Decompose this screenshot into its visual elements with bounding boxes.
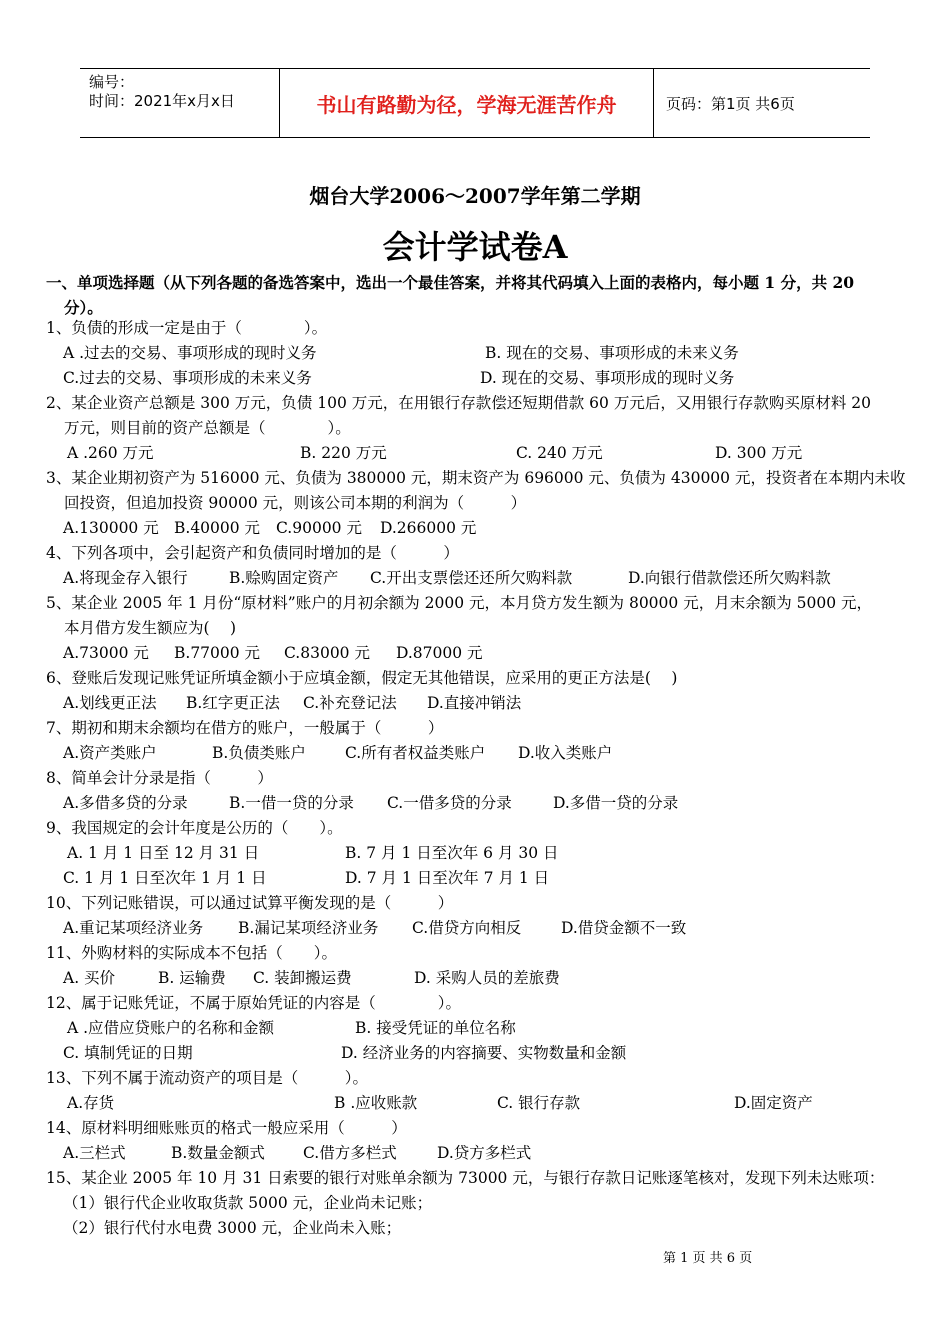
page-label: 页码：第1页 共6页 bbox=[666, 94, 795, 113]
question-3 bbox=[46, 466, 910, 516]
option: A.多借多贷的分录 bbox=[63, 794, 188, 812]
section-heading-line1: 一、单项选择题（从下列各题的备选答案中，选出一个最佳答案，并将其代码填入上面的表格内，每小题 1 分，共 20 bbox=[46, 273, 855, 292]
option: C. 240 万元 bbox=[516, 444, 603, 462]
question-stem: 5、某企业 2005 年 1 月份“原材料”账户的月初余额为 2000 元，本月贷方发生额为 80000 元，月末余额为 5000 元， bbox=[46, 594, 872, 612]
question-10 bbox=[46, 891, 910, 916]
question-stem: 3、某企业期初资产为 516000 元、负债为 380000 元，期末资产为 696000 元、负债为 430000 元，投资者在本期内未收 bbox=[46, 469, 906, 487]
list-item: （1）银行代企业收取货款 5000 元，企业尚未记账； bbox=[63, 1194, 433, 1212]
time-label: 时间：2021年x月x日 bbox=[89, 92, 235, 110]
question-stem: 7、期初和期末余额均在借方的账户，一般属于（ ） bbox=[46, 719, 444, 737]
option: D. 经济业务的内容摘要、实物数量和金额 bbox=[341, 1044, 627, 1062]
option: C. 1 月 1 日至次年 1 月 1 日 bbox=[63, 869, 267, 887]
option: A.三栏式 bbox=[63, 1144, 126, 1162]
question-11 bbox=[46, 941, 910, 966]
option: C.90000 元 bbox=[276, 519, 362, 537]
option: C.开出支票偿还还所欠购料款 bbox=[370, 569, 573, 587]
option: C.一借多贷的分录 bbox=[387, 794, 512, 812]
question-14 bbox=[46, 1116, 910, 1141]
option: C.所有者权益类账户 bbox=[345, 744, 486, 762]
question-15 bbox=[46, 1166, 910, 1191]
section-heading bbox=[46, 270, 910, 320]
option: B.数量金额式 bbox=[171, 1144, 265, 1162]
question-stem: 13、下列不属于流动资产的项目是（ ）。 bbox=[46, 1069, 368, 1087]
option: D. 7 月 1 日至次年 7 月 1 日 bbox=[345, 869, 550, 887]
option: D.贷方多栏式 bbox=[437, 1144, 532, 1162]
option: C. 银行存款 bbox=[497, 1094, 581, 1112]
option: A .过去的交易、事项形成的现时义务 bbox=[63, 344, 317, 362]
option: B. 运输费 bbox=[158, 969, 226, 987]
option: B.一借一贷的分录 bbox=[229, 794, 354, 812]
option: A. 1 月 1 日至 12 月 31 日 bbox=[67, 844, 260, 862]
option: D.87000 元 bbox=[396, 644, 483, 662]
question-stem: 14、原材料明细账账页的格式一般应采用（ ） bbox=[46, 1119, 407, 1137]
option: D.收入类账户 bbox=[518, 744, 613, 762]
option: B.漏记某项经济业务 bbox=[238, 919, 379, 937]
question-5 bbox=[46, 591, 910, 641]
question-stem: 9、我国规定的会计年度是公历的（ ）。 bbox=[46, 819, 343, 837]
question-4 bbox=[46, 541, 910, 566]
option: A.将现金存入银行 bbox=[63, 569, 188, 587]
option: B. 7 月 1 日至次年 6 月 30 日 bbox=[345, 844, 559, 862]
question-stem: 12、属于记账凭证，不属于原始凭证的内容是（ ）。 bbox=[46, 994, 461, 1012]
question-6 bbox=[46, 666, 910, 691]
question-stem: 8、简单会计分录是指（ ） bbox=[46, 769, 273, 787]
question-stem: 15、某企业 2005 年 10 月 31 日索要的银行对账单余额为 73000 元，与银行存款日记账逐笔核对，发现下列未达账项： bbox=[46, 1169, 885, 1187]
option: B.77000 元 bbox=[174, 644, 261, 662]
question-13 bbox=[46, 1066, 910, 1091]
number-label: 编号： bbox=[89, 73, 135, 91]
option: A .260 万元 bbox=[67, 444, 154, 462]
option: C.补充登记法 bbox=[303, 694, 397, 712]
question-12 bbox=[46, 991, 910, 1016]
option: C. 装卸搬运费 bbox=[253, 969, 352, 987]
page-footer: 第 1 页 共 6 页 bbox=[663, 1251, 753, 1266]
option: C.借贷方向相反 bbox=[412, 919, 522, 937]
option: A.存货 bbox=[67, 1094, 115, 1112]
option: C.借方多栏式 bbox=[303, 1144, 397, 1162]
option: D.借贷金额不一致 bbox=[561, 919, 687, 937]
question-7 bbox=[46, 716, 910, 741]
option: D.直接冲销法 bbox=[427, 694, 522, 712]
option: B. 220 万元 bbox=[300, 444, 387, 462]
option: B. 接受凭证的单位名称 bbox=[355, 1019, 516, 1037]
option: A.130000 元 bbox=[63, 519, 159, 537]
exam-title: 会计学试卷A bbox=[382, 228, 568, 266]
question-9 bbox=[46, 816, 910, 841]
option: B .应收账款 bbox=[334, 1094, 418, 1112]
option: A .应借应贷账户的名称和金额 bbox=[67, 1019, 275, 1037]
section-heading-line2: 分）。 bbox=[64, 298, 103, 317]
option: B.40000 元 bbox=[174, 519, 261, 537]
option: B.赊购固定资产 bbox=[229, 569, 339, 587]
header-meta-cell bbox=[80, 69, 280, 137]
option: A.73000 元 bbox=[63, 644, 149, 662]
question-1 bbox=[46, 316, 910, 341]
list-item: （2）银行代付水电费 3000 元，企业尚未入账； bbox=[63, 1219, 402, 1237]
question-stem-cont: 本月借方发生额应为( ) bbox=[64, 619, 237, 637]
option: D. 采购人员的差旅费 bbox=[414, 969, 560, 987]
question-stem-cont: 万元，则目前的资产总额是（ ）。 bbox=[64, 419, 351, 437]
option: D.固定资产 bbox=[734, 1094, 813, 1112]
question-stem-cont: 回投资，但追加投资 90000 元，则该公司本期的利润为（ ） bbox=[64, 494, 527, 512]
question-2 bbox=[46, 391, 910, 441]
option: B.负债类账户 bbox=[212, 744, 306, 762]
question-stem: 6、登账后发现记账凭证所填金额小于应填金额，假定无其他错误，应采用的更正方法是( ) bbox=[46, 669, 678, 687]
question-stem: 10、下列记账错误，可以通过试算平衡发现的是（ ） bbox=[46, 894, 454, 912]
option: A.划线更正法 bbox=[63, 694, 157, 712]
option: D. 现在的交易、事项形成的现时义务 bbox=[480, 369, 735, 387]
option: D.266000 元 bbox=[380, 519, 477, 537]
option: C. 填制凭证的日期 bbox=[63, 1044, 193, 1062]
question-stem: 4、下列各项中，会引起资产和负债同时增加的是（ ） bbox=[46, 544, 459, 562]
option: A.重记某项经济业务 bbox=[63, 919, 204, 937]
option: D.向银行借款偿还所欠购料款 bbox=[628, 569, 831, 587]
question-8 bbox=[46, 766, 910, 791]
exam-term-title: 烟台大学2006～2007学年第二学期 bbox=[309, 184, 641, 208]
header-table bbox=[80, 68, 870, 138]
option: D.多借一贷的分录 bbox=[553, 794, 679, 812]
question-stem: 2、某企业资产总额是 300 万元，负债 100 万元，在用银行存款偿还短期借款 60 万元后，又用银行存款购买原材料 20 bbox=[46, 394, 871, 412]
option: C.83000 元 bbox=[284, 644, 370, 662]
option: C.过去的交易、事项形成的未来义务 bbox=[63, 369, 312, 387]
question-stem: 1、负债的形成一定是由于（ ）。 bbox=[46, 319, 328, 337]
question-stem: 11、外购材料的实际成本不包括（ ）。 bbox=[46, 944, 337, 962]
option: A.资产类账户 bbox=[63, 744, 157, 762]
option: A. 买价 bbox=[63, 969, 116, 987]
motto: 书山有路勤为径，学海无涯苦作舟 bbox=[280, 69, 654, 137]
option: B. 现在的交易、事项形成的未来义务 bbox=[485, 344, 739, 362]
option: B.红字更正法 bbox=[186, 694, 280, 712]
option: D. 300 万元 bbox=[715, 444, 803, 462]
